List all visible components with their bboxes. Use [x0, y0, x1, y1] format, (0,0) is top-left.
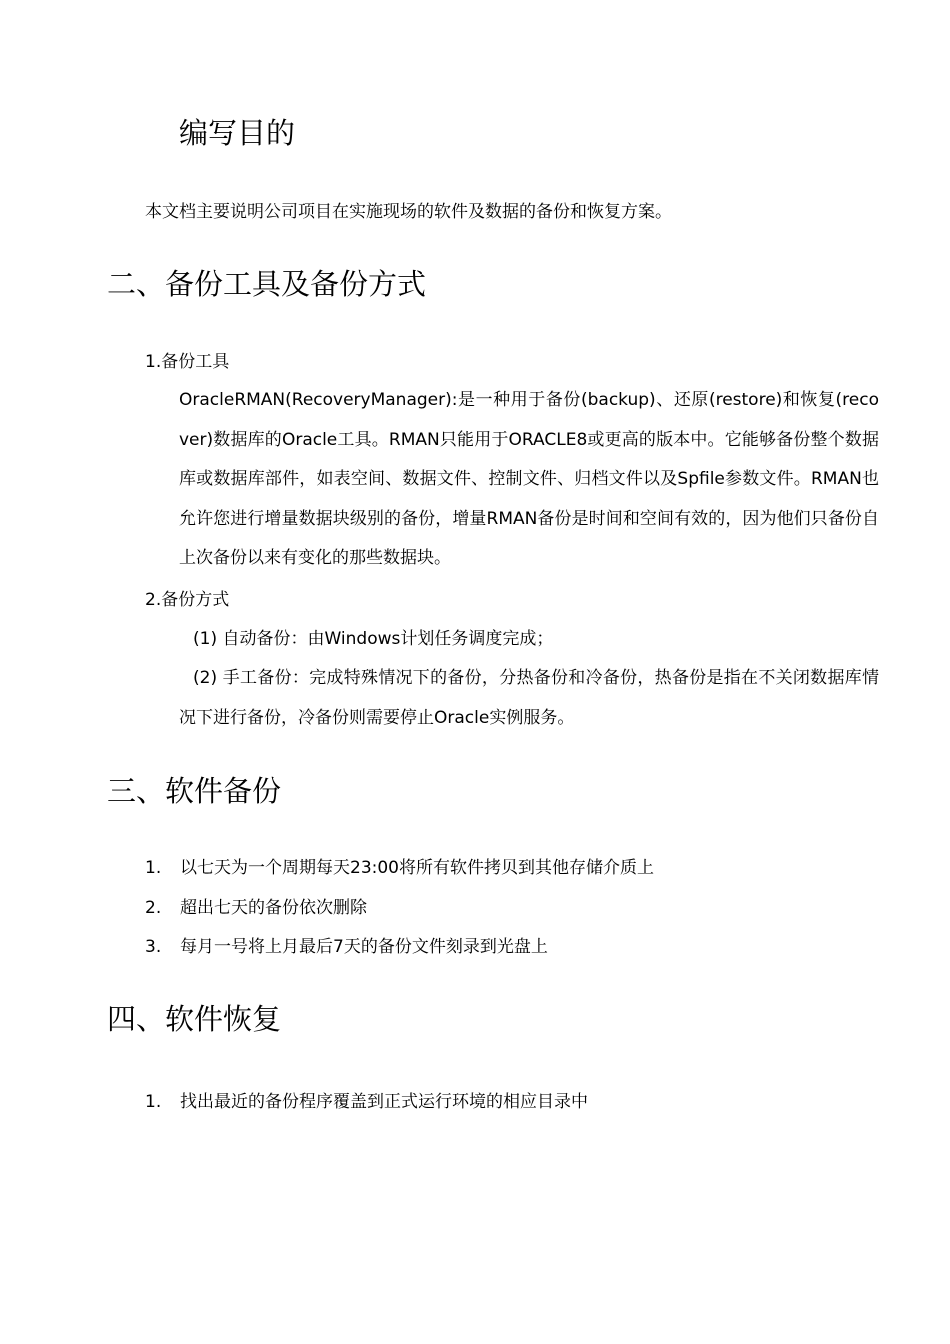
list-item-number: 3.: [145, 937, 162, 957]
list-item-number: 1.: [145, 1092, 162, 1112]
heading-purpose: 编写目的: [179, 116, 296, 150]
tools-item2-title: 2.备份方式: [145, 590, 230, 610]
list-item-number: 2.: [145, 898, 162, 918]
list-item: [145, 936, 548, 958]
list-item: [145, 857, 654, 879]
tools-item2-sub2: (2) 手工备份：完成特殊情况下的备份，分热备份和冷备份，热备份是指在不关闭数据库情况下进行备份，冷备份则需要停止Oracle实例服务。: [179, 668, 879, 728]
list-item-number: 1.: [145, 858, 162, 878]
purpose-text: 本文档主要说明公司项目在实施现场的软件及数据的备份和恢复方案。: [145, 202, 672, 222]
heading-tools: 二、备份工具及备份方式: [107, 267, 427, 301]
heading-restore: 四、软件恢复: [107, 1002, 282, 1036]
list-item-text: 超出七天的备份依次删除: [180, 898, 367, 918]
list-item-text: 找出最近的备份程序覆盖到正式运行环境的相应目录中: [180, 1092, 588, 1112]
tools-item1-title: 1.备份工具: [145, 352, 230, 372]
tools-item1-body: OracleRMAN(RecoveryManager):是一种用于备份(backup)、还原(restore)和恢复(recover)数据库的Oracle工具。RMAN只能用于ORACLE8或更高的版本中。它能够备份整个数据库或数据库部件，如表空间、数据文件、控制文件、归档文件以及Spfile参数文件。RMAN也允许您进行增量数据块级别的备份，增量RMAN备份是时间和空间有效的，因为他们只备份自上次备份以来有变化的那些数据块。: [179, 390, 879, 569]
list-item-text: 以七天为一个周期每天23:00将所有软件拷贝到其他存储介质上: [180, 858, 654, 878]
tools-item2-sub1: (1) 自动备份：由Windows计划任务调度完成；: [193, 629, 554, 649]
heading-backup: 三、软件备份: [107, 774, 282, 808]
list-item: [145, 1091, 588, 1113]
list-item-text: 每月一号将上月最后7天的备份文件刻录到光盘上: [180, 937, 548, 957]
list-item: [145, 897, 367, 919]
